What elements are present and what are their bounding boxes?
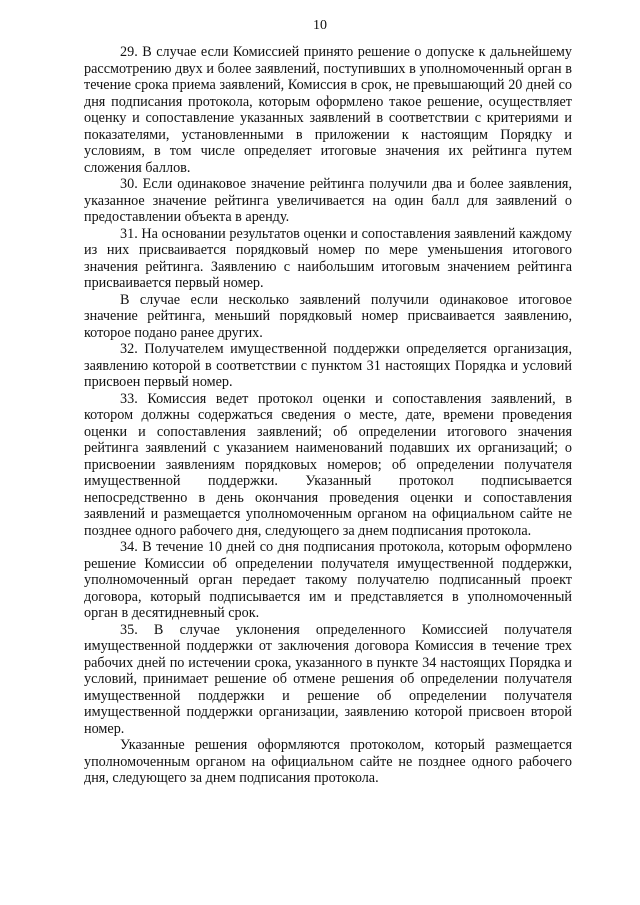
paragraph-34: 34. В течение 10 дней со дня подписания протокола, которым оформлено решение Комиссии об определении получателя имущественной поддержки, уполномоченный орган передает такому получателю подписанный проект договора, который подписывается им и представляется в уполномоченный орган в десятидневный срок. — [84, 539, 572, 621]
paragraph-35: 35. В случае уклонения определенного Комиссией получателя имущественной поддержки от заключения договора Комиссия в течение трех рабочих дней по истечении срока, указанного в пункте 34 настоящих Порядка и условий, принимает решение об отмене решения об определении получателя имущественной поддержки и решение об определении получателя имущественной поддержки организации, заявлению которой присвоен второй номер. — [84, 621, 572, 737]
paragraph-35-continuation: Указанные решения оформляются протоколом, который размещается уполномоченным органом на официальном сайте не позднее одного рабочего дня, следующего за днем подписания протокола. — [84, 737, 572, 786]
paragraph-31: 31. На основании результатов оценки и сопоставления заявлений каждому из них присваивается порядковый номер по мере уменьшения итогового значения рейтинга. Заявлению с наибольшим итоговым значением рейтинга присваивается первый номер. — [84, 225, 572, 291]
document-body — [84, 44, 572, 787]
paragraph-31-continuation: В случае если несколько заявлений получили одинаковое итоговое значение рейтинга, меньший порядковый номер присваивается заявлению, которое подано ранее других. — [84, 291, 572, 341]
paragraph-29: 29. В случае если Комиссией принято решение о допуске к дальнейшему рассмотрению двух и более заявлений, поступивших в уполномоченный орган в течение срока приема заявлений, Комиссия в срок, не превышающий 20 дней со дня подписания протокола, которым оформлено такое решение, осуществляет оценку и сопоставление указанных заявлений в соответствии с критериями и показателями, установленными в приложении к настоящим Порядку и условиям, в том числе определяет итоговые значения их рейтинга путем сложения баллов. — [84, 44, 572, 176]
paragraph-30: 30. Если одинаковое значение рейтинга получили два и более заявления, указанное значение рейтинга увеличивается на один балл для заявлений о предоставлении объекта в аренду. — [84, 176, 572, 225]
page-number: 10 — [313, 18, 327, 33]
paragraph-32: 32. Получателем имущественной поддержки определяется организация, заявлению которой в соответствии с пунктом 31 настоящих Порядка и условий присвоен первый номер. — [84, 341, 572, 390]
paragraph-33: 33. Комиссия ведет протокол оценки и сопоставления заявлений, в котором должны содержаться сведения о месте, дате, времени проведения оценки и сопоставления заявлений; об определении итогового значения рейтинга заявлений с указанием наименований подавших их организаций; о присвоении заявлениям порядковых номеров; об определении получателя имущественной поддержки. Указанный протокол подписывается непосредственно в день окончания проведения оценки и сопоставления заявлений и размещается уполномоченным органом на официальном сайте не позднее одного рабочего дня, следующего за днем подписания протокола. — [84, 390, 572, 539]
